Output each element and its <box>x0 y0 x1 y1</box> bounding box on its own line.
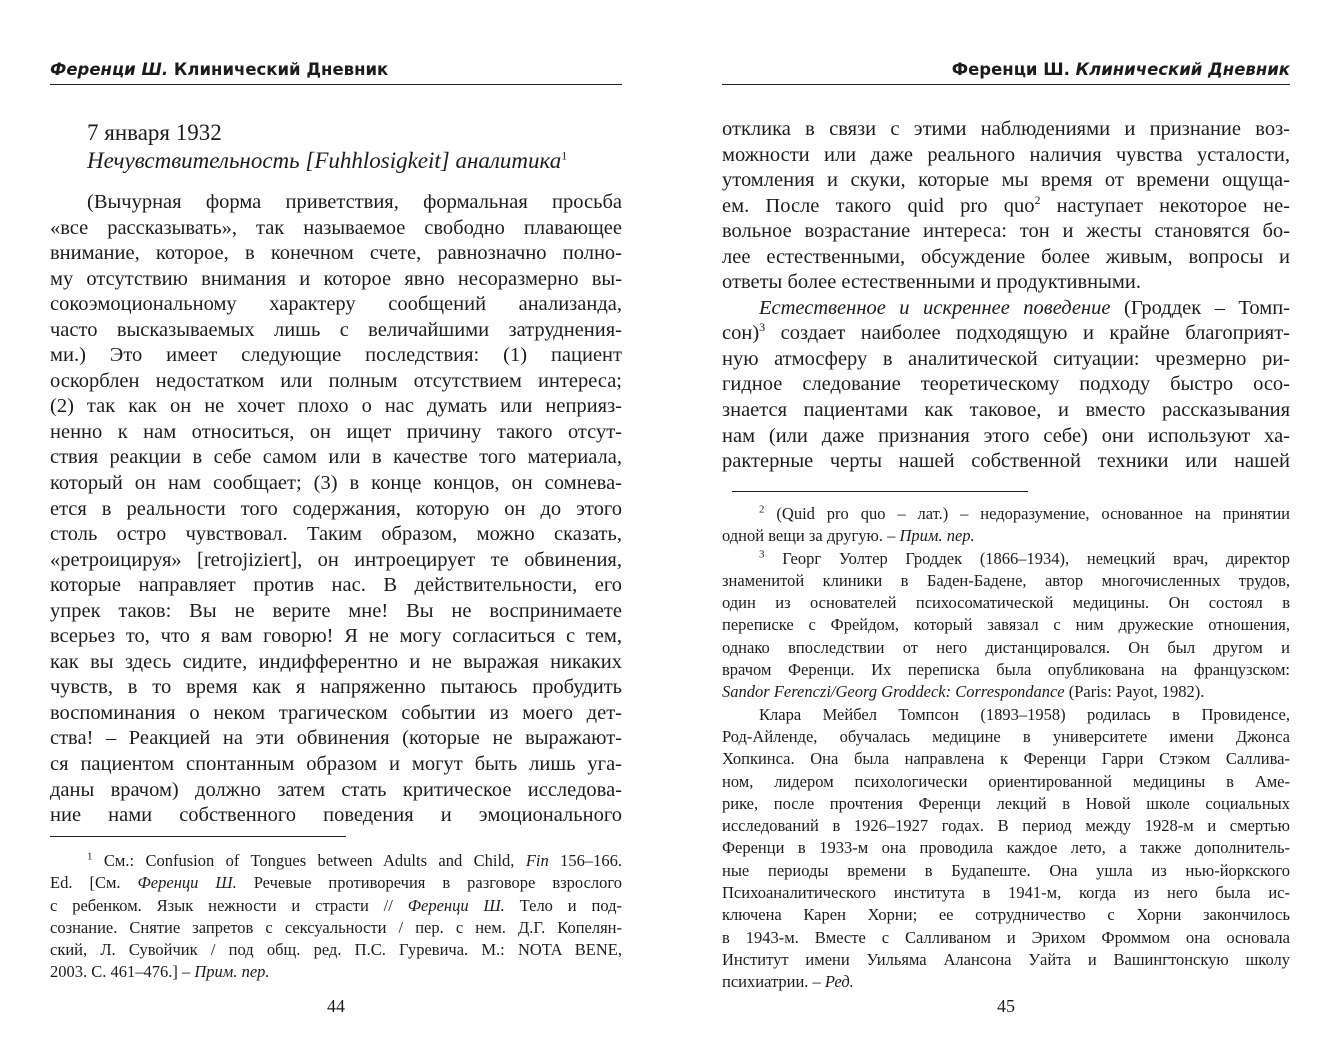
body-line: гидное следование теоретическому подходу быстро осо- <box>722 373 1290 396</box>
body-text <box>50 190 622 829</box>
right-page <box>722 0 1290 1045</box>
running-head-title: Клинический Дневник <box>1075 60 1290 79</box>
footnote-ref: 3 <box>759 321 766 335</box>
footnote-line: Институт имени Уильяма Алансона Уайта и Вашингтонскую школу <box>722 949 1290 969</box>
footnote-ref: 1 <box>561 148 568 163</box>
body-line: столь остро чувствовал. Таким образом, можно сказать, <box>50 523 622 546</box>
paragraph-1-start <box>722 117 1290 194</box>
footnote-line: Ференци в 1933-м она проводила каждое лето, а также дополнитель- <box>722 838 1290 858</box>
footnote-line: с ребенком. Язык нежности и страсти // Ференци Ш. Тело и под- <box>50 895 622 915</box>
body-line: вольное возрастание интереса: тон и жесты становятся бо- <box>722 220 1290 243</box>
body-line: оскорблен недостатком или полным отсутствием интереса; <box>50 369 622 392</box>
footnote-line: переписке с Фрейдом, который завязал с ним дружеские отношения, <box>722 615 1290 635</box>
body-line: воспоминания о неком трагическом событии из моего дет- <box>50 701 622 724</box>
footnote-line: ном, лидером психологически ориентированной медицины в Аме- <box>722 771 1290 791</box>
footnote-line: психиатрии. – Ред. <box>722 972 854 992</box>
footnote-number: 3 <box>759 548 765 561</box>
footnote-line: Ed. [См. Ференци Ш. Речевые противоречия в разговоре взрослого <box>50 873 622 893</box>
body-line: «все рассказывать», так называемое свободно плавающее <box>50 216 622 239</box>
body-line: (Вычурная форма приветствия, формальная просьба <box>87 191 622 213</box>
body-line: сон)$^3$ создает наиболее подходящую и крайне благоприят- <box>722 321 1290 345</box>
body-line: ся пациентом спонтанным образом и могут быть лишь уга- <box>50 753 622 776</box>
footnote-number: 2 <box>759 503 765 516</box>
footnote-line: $^3$ Георг Уолтер Гроддек (1866–1934), немецкий врач, директор <box>759 548 1290 568</box>
body-line: знается пациентами как таковое, и вместо рассказывания <box>722 399 1290 422</box>
footnote-ref: 2 <box>1034 193 1041 207</box>
body-line: ную атмосферу в аналитической ситуации: чрезмерно ри- <box>722 347 1290 370</box>
body-line: «ретроицируя» [retrojiziert], он интроецирует те обвинения, <box>50 548 622 571</box>
footnote-line: сознание. Снятие запретов с сексуальности / пер. с нем. Д.Г. Копелян- <box>50 917 622 937</box>
body-line: нам (или даже признания этого себе) они используют ха- <box>722 424 1290 447</box>
body-line: ненно к нам относиться, он ищет причину такого отсут- <box>50 420 622 443</box>
footnote-line: ключена Карен Хорни; ее сотрудничество с Хорни закончилось <box>722 905 1290 925</box>
body-line: который он нам сообщает; (3) в конце концов, он сомнева- <box>50 472 622 495</box>
footnote-line: исследований в 1926–1927 годах. В период между 1928-м и смертью <box>722 816 1290 836</box>
body-line: утомления и скуки, которые мы время от времени ощуща- <box>722 169 1290 192</box>
footnote-line: Хопкинса. Она была направлена к Ференци Гарри Стэком Саллива- <box>722 749 1290 769</box>
running-head-author: Ференци Ш. <box>50 60 169 79</box>
footnote-line: $^1$ См.: Confusion of Tongues between Adults and Child, Fin 156–166. <box>87 850 622 870</box>
footnote-line: в 1943-м. Вместе с Салливаном и Эрихом Фроммом она основала <box>722 927 1290 947</box>
footnote-line: $^2$ (Quid pro quo – лат.) – недоразумение, основанное на принятии <box>759 503 1290 523</box>
footnote-line: ные периоды времени в Будапеште. Она ушла из нью-йоркского <box>722 860 1290 880</box>
footnotes <box>722 503 1290 994</box>
body-line: рактерные черты нашей собственной техники или нашей <box>722 450 1290 473</box>
footnote-line: ский, Л. Сувойчик / под общ. ред. П.С. Гуревича. М.: NOTA BENE, <box>50 940 622 960</box>
running-head-author: Ференци Ш. <box>951 60 1070 79</box>
footnote-line: Род-Айленде, обучалась медицине в университете имени Джонса <box>722 726 1290 746</box>
footnote-line: 2003. С. 461–476.] – Прим. пер. <box>50 962 270 982</box>
footnotes <box>50 850 622 984</box>
paragraph-1-rest <box>722 219 1290 296</box>
footnote-rule <box>732 491 1028 492</box>
footnote-line: знаменитой клиники в Баден-Бадене, автор многочисленных трудов, <box>722 570 1290 590</box>
entry-title <box>87 148 567 174</box>
body-line: как вы здесь сидите, индифферентно и не выражая никаких <box>50 650 622 673</box>
footnote-line: врачом Ференци. Их переписка была опубликована на французском: <box>722 660 1290 680</box>
footnote-rule <box>50 836 346 837</box>
paragraph-2-rest <box>722 347 1290 475</box>
body-line: ем. После такого quid pro quo$^2$ наступает некоторое не- <box>722 193 1290 217</box>
body-line: всерьез то, что я вам говорю! Я не могу согласиться с тем, <box>50 625 622 648</box>
body-line: внимание, которое, в конечном счете, равнозначно полно- <box>50 242 622 265</box>
body-line: упрек таков: Вы не верите мне! Вы не воспринимаете <box>50 599 622 622</box>
footnote-line: Sandor Ferenczi/Georg Groddeck: Correspondance (Paris: Payot, 1982). <box>722 682 1205 702</box>
entry-title-text: Нечувствительность [Fuhhlosigkeit] аналитика <box>87 148 562 173</box>
body-line: ние нами собственного поведения и эмоционального <box>50 804 622 827</box>
body-line: лее естественными, обсуждение более живым, вопросы и <box>722 245 1290 268</box>
body-line: ства! – Реакцией на эти обвинения (которые не выражают- <box>50 727 622 750</box>
footnote-3-paragraph-2 <box>722 704 1290 972</box>
body-line: отклика в связи с этими наблюдениями и признание воз- <box>722 118 1290 140</box>
body-line: сокоэмоциональному характеру сообщений анализанда, <box>50 293 622 316</box>
body-line: которые направляет против нас. В действительности, его <box>50 574 622 597</box>
footnote-line: одной вещи за другую. – Прим. пер. <box>722 526 975 546</box>
body-line: Естественное и искреннее поведение (Гроддек – Томп- <box>759 296 1290 319</box>
footnote-line: Клара Мейбел Томпсон (1893–1958) родилась в Провиденсе, <box>759 704 1290 724</box>
page-number: 44 <box>327 996 345 1016</box>
body-line: ми.) Это имеет следующие последствия: (1) пациент <box>50 344 622 367</box>
running-head <box>722 60 1290 85</box>
body-line: часто высказываемых лишь с величайшими затруднения- <box>50 318 622 341</box>
footnote-3 <box>722 548 1290 682</box>
footnote-number: 1 <box>87 850 93 863</box>
running-head-title: Клинический Дневник <box>173 60 389 79</box>
body-line: можности или даже реального наличия чувства усталости, <box>722 143 1290 166</box>
footnote-line: Психоаналитического института в 1941-м, когда из него была ис- <box>722 883 1290 903</box>
footnote-line: один из основателей психосоматической медицины. Он состоял в <box>722 593 1290 613</box>
left-page <box>50 0 622 1045</box>
body-line: ется в реальности того содержания, которую он до этого <box>50 497 622 520</box>
body-line: ствия реакции в себе самом или в качестве того материала, <box>50 446 622 469</box>
footnote-line: рике, после прочтения Ференци лекций в Новой школе социальных <box>722 793 1290 813</box>
page-number: 45 <box>997 996 1015 1016</box>
running-head <box>50 60 622 85</box>
body-line: даны врачом) должно затем стать критическое исследова- <box>50 778 622 801</box>
body-text <box>722 117 1290 475</box>
entry-date: 7 января 1932 <box>87 120 222 145</box>
body-line: му отсутствию внимания и которое явно несоразмерно вы- <box>50 267 622 290</box>
body-line: чувств, в то время как я напряженно пытаюсь пробудить <box>50 676 622 699</box>
body-line: ответы более естественными и продуктивными. <box>722 271 1141 294</box>
footnote-line: однако впоследствии от него дистанцировался. Он был другом и <box>722 637 1290 657</box>
body-line: (2) так как он не хочет плохо о нас думать или неприяз- <box>50 395 622 418</box>
